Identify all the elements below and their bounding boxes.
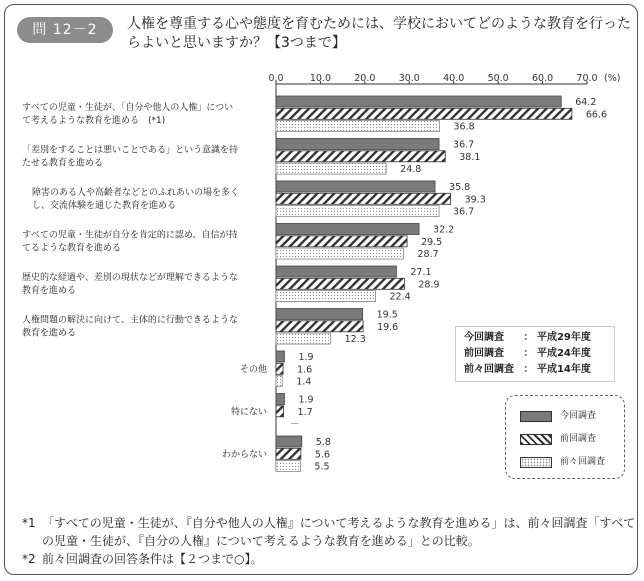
- footnote-text: 前々回調査の回答条件は【２つまで○】。: [42, 552, 263, 566]
- category-label: その他: [239, 364, 267, 375]
- legend-item-before-previous: [520, 455, 605, 469]
- value-label: 36.8: [453, 121, 475, 133]
- value-label: 5.6: [314, 449, 330, 461]
- value-label: 64.2: [575, 97, 597, 108]
- survey-sep: ：: [523, 348, 534, 359]
- bar: [276, 436, 302, 447]
- category-label: 歴史的な経過や、差別の現状などが理解できるような: [22, 272, 238, 283]
- footnote-text: 「すべての児童・生徒が、『自分や他人の人権』について考えるような教育を進める」は、前々回調査「すべての児童・生徒が、『自分の人権』について考えるような教育を進める」との比較。: [42, 516, 636, 548]
- legend-swatch-dots: [520, 457, 552, 468]
- bar: [276, 278, 404, 289]
- survey-period: 平成14年度: [536, 364, 591, 375]
- question-title: 人権を尊重する心や態度を育むためには、学校においてどのような教育を行ったらよいと思いますか？【3つまで】: [127, 16, 631, 51]
- chart-legend: [505, 395, 625, 479]
- legend-swatch-solid: [520, 411, 552, 422]
- x-tick-label: 30.0: [398, 73, 420, 84]
- bar: [276, 193, 451, 204]
- value-label: 39.3: [464, 194, 486, 206]
- survey-period-row: [464, 346, 606, 362]
- bar: [276, 461, 300, 472]
- bar: [276, 206, 439, 217]
- bar: [276, 224, 419, 235]
- bar: [276, 394, 284, 405]
- bar: [276, 363, 283, 374]
- x-tick-label: 0.0: [268, 73, 284, 84]
- legend-label: 今回調査: [560, 411, 597, 421]
- category-label: 障害のある人や高齢者などとのふれあいの場を多く: [32, 187, 240, 198]
- footnotes: [22, 514, 638, 568]
- survey-period: 平成29年度: [536, 332, 591, 343]
- survey-period-row: [464, 362, 606, 378]
- footnote-mark: *1: [22, 516, 36, 530]
- category-label: わからない: [221, 449, 267, 460]
- legend-item-previous: [520, 432, 596, 446]
- value-label: 36.7: [453, 139, 475, 151]
- unit-label: (%): [604, 73, 621, 84]
- survey-period-box: [455, 326, 615, 382]
- value-label: 24.8: [400, 164, 422, 176]
- value-label: 32.2: [433, 224, 455, 236]
- value-label: 19.5: [376, 309, 398, 321]
- bar: [276, 333, 331, 344]
- category-label: 教育を進める: [22, 328, 77, 339]
- value-label: －: [290, 419, 300, 431]
- value-label: 66.6: [585, 109, 608, 121]
- x-tick-label: 10.0: [309, 73, 332, 84]
- category-label: 「差別をすることは悪いことである」という意識を持: [22, 145, 239, 156]
- value-label: 5.8: [315, 437, 331, 448]
- value-label: 1.4: [296, 376, 312, 388]
- category-label: てるような教育を進める: [22, 243, 122, 254]
- footnote: [22, 550, 638, 568]
- value-label: 1.9: [298, 352, 314, 363]
- value-label: 35.8: [449, 182, 471, 193]
- value-label: 28.9: [418, 279, 440, 291]
- x-tick-label: 40.0: [443, 73, 465, 84]
- bar: [276, 163, 386, 174]
- survey-sep: ：: [523, 332, 534, 343]
- x-tick-label: 60.0: [531, 73, 554, 84]
- category-label: 人権問題の解決に向けて、主体的に行動できるような: [22, 315, 238, 326]
- category-label: すべての児童・生徒が自分を肯定的に認め、自信が持: [22, 230, 238, 241]
- bar: [276, 121, 439, 132]
- bar: [276, 291, 376, 302]
- bar: [276, 266, 396, 277]
- bar: [276, 181, 435, 192]
- value-label: 36.7: [453, 206, 475, 218]
- bar: [276, 139, 439, 150]
- category-label: て考えるような教育を進める (*1): [22, 115, 166, 126]
- value-label: 5.5: [314, 461, 330, 473]
- value-label: 1.9: [298, 394, 314, 406]
- category-label: 教育を進める: [22, 285, 77, 296]
- survey-name: 今回調査: [464, 332, 504, 343]
- bar: [276, 309, 363, 320]
- category-label: すべての児童・生徒が、「自分や他人の人権」につい: [22, 102, 234, 113]
- legend-label: 前々回調査: [560, 457, 606, 467]
- bar: [276, 376, 282, 387]
- bar: [276, 448, 301, 459]
- survey-name: 前々回調査: [464, 364, 514, 375]
- bar: [276, 151, 445, 162]
- legend-item-current: [520, 409, 596, 423]
- survey-period: 平成24年度: [536, 348, 591, 359]
- category-label: 特にない: [230, 407, 267, 418]
- bar: [276, 236, 407, 247]
- bar: [276, 96, 561, 107]
- value-label: 1.7: [297, 406, 313, 418]
- footnote-mark: *2: [22, 552, 36, 566]
- category-label: し、交流体験を通じた教育を進める: [32, 200, 177, 211]
- value-label: 19.6: [377, 321, 399, 333]
- x-tick-label: 50.0: [487, 73, 509, 84]
- bar: [276, 351, 284, 362]
- value-label: 38.1: [459, 151, 481, 163]
- bar: [276, 406, 284, 417]
- question-badge: 問 12－2: [17, 17, 113, 43]
- value-label: 22.4: [389, 291, 411, 303]
- x-tick-label: 20.0: [354, 73, 376, 84]
- survey-period-row: [464, 330, 606, 346]
- bar: [276, 321, 363, 332]
- bar: [276, 108, 572, 119]
- footnote: [22, 514, 638, 550]
- value-label: 29.5: [421, 236, 443, 248]
- category-label: たせる教育を進める: [22, 158, 104, 169]
- x-tick-label: 70.0: [576, 73, 598, 84]
- value-label: 1.6: [297, 364, 313, 376]
- value-label: 28.7: [417, 249, 439, 261]
- legend-label: 前回調査: [560, 434, 597, 444]
- value-label: 12.3: [344, 334, 366, 346]
- value-label: 27.1: [410, 267, 432, 278]
- legend-swatch-hatch: [520, 434, 552, 445]
- survey-name: 前回調査: [464, 348, 504, 359]
- bar: [276, 248, 404, 259]
- survey-sep: ：: [523, 364, 534, 375]
